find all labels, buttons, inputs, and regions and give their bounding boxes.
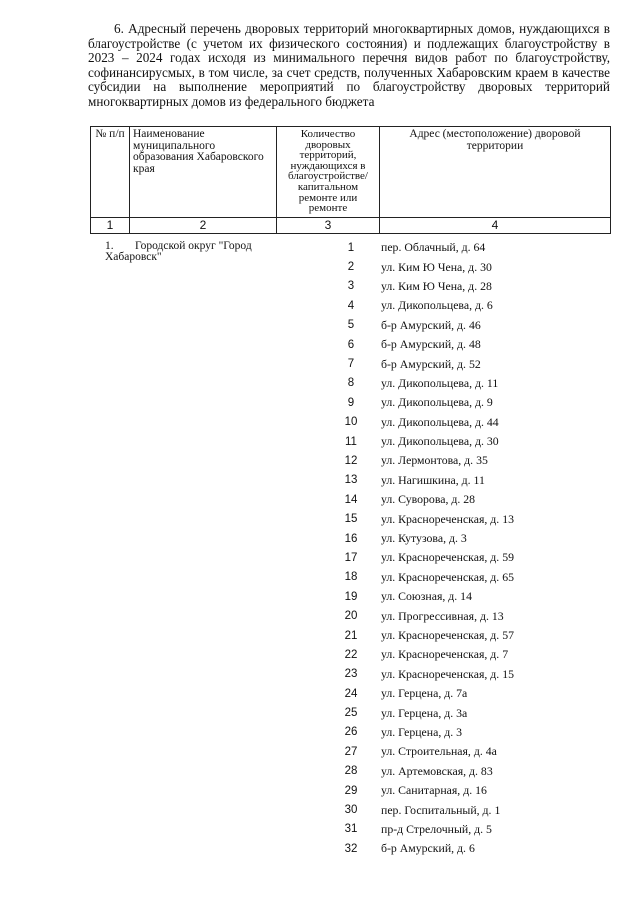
row-address: ул. Краснореченская, д. 15 bbox=[381, 666, 514, 681]
column-number: 3 bbox=[277, 218, 380, 233]
row-number: 7 bbox=[347, 358, 355, 371]
row-address: ул. Артемовская, д. 83 bbox=[381, 763, 493, 778]
row-address: ул. Прогрессивная, д. 13 bbox=[381, 608, 504, 623]
row-address: ул. Лермонтова, д. 35 bbox=[381, 453, 488, 468]
table-row bbox=[90, 645, 611, 664]
table-row bbox=[90, 684, 611, 703]
row-address: ул. Дикопольцева, д. 9 bbox=[381, 395, 493, 410]
row-address: ул. Ким Ю Чена, д. 30 bbox=[381, 259, 492, 274]
table-row bbox=[90, 432, 611, 451]
row-address: б-р Амурский, д. 6 bbox=[381, 841, 475, 856]
municipality-number: 1. bbox=[105, 240, 114, 252]
row-address: ул. Дикопольцева, д. 44 bbox=[381, 414, 499, 429]
row-address: ул. Ким Ю Чена, д. 28 bbox=[381, 278, 492, 293]
row-number: 13 bbox=[344, 474, 358, 487]
header-address: Адрес (местоположение) дворовой территории bbox=[409, 128, 581, 152]
row-address: ул. Союзная, д. 14 bbox=[381, 589, 472, 604]
address-rows bbox=[90, 238, 611, 859]
table-row bbox=[90, 587, 611, 606]
row-number-cell bbox=[90, 843, 367, 855]
table-row bbox=[90, 490, 611, 509]
row-address: ул. Герцена, д. 7а bbox=[381, 686, 468, 701]
table-row bbox=[90, 820, 611, 839]
row-number: 12 bbox=[344, 454, 358, 467]
table-row bbox=[90, 568, 611, 587]
row-number-cell bbox=[90, 513, 367, 525]
row-number: 26 bbox=[344, 726, 358, 739]
row-number-cell bbox=[90, 571, 367, 583]
table-row bbox=[90, 548, 611, 567]
row-number: 27 bbox=[344, 745, 358, 758]
row-number-cell bbox=[90, 765, 367, 777]
row-number-cell bbox=[90, 242, 367, 254]
table-row bbox=[90, 742, 611, 761]
row-number: 29 bbox=[344, 784, 358, 797]
row-number: 2 bbox=[347, 261, 355, 274]
row-address: б-р Амурский, д. 48 bbox=[381, 337, 481, 352]
table-row bbox=[90, 393, 611, 412]
row-address: ул. Суворова, д. 28 bbox=[381, 492, 476, 507]
column-number: 2 bbox=[130, 218, 277, 233]
row-number-cell bbox=[90, 785, 367, 797]
table-row bbox=[90, 509, 611, 528]
row-number: 6 bbox=[347, 338, 355, 351]
row-number: 3 bbox=[347, 280, 355, 293]
header-municipality: Наименование муниципального образования Хабаровского края bbox=[130, 127, 277, 217]
row-number: 24 bbox=[344, 687, 358, 700]
row-number: 10 bbox=[344, 416, 358, 429]
row-number: 9 bbox=[347, 396, 355, 409]
row-address: пер. Госпитальный, д. 1 bbox=[381, 802, 501, 817]
row-number-cell bbox=[90, 339, 367, 351]
row-number-cell bbox=[90, 416, 367, 428]
table-row bbox=[90, 413, 611, 432]
row-number-cell bbox=[90, 494, 367, 506]
row-address: ул. Строительная, д. 4а bbox=[381, 744, 497, 759]
municipality-name: Городской округ "Город Хабаровск" bbox=[105, 240, 252, 263]
row-number-cell bbox=[90, 436, 367, 448]
row-address: пер. Облачный, д. 64 bbox=[381, 240, 486, 255]
address-table bbox=[90, 126, 611, 234]
row-number: 4 bbox=[347, 299, 355, 312]
table-row bbox=[90, 762, 611, 781]
row-number-cell bbox=[90, 280, 367, 292]
row-number: 22 bbox=[344, 648, 358, 661]
row-number: 32 bbox=[344, 842, 358, 855]
row-address: ул. Нагишкина, д. 11 bbox=[381, 472, 485, 487]
column-number: 1 bbox=[91, 218, 130, 233]
row-address: б-р Амурский, д. 52 bbox=[381, 356, 481, 371]
row-number: 11 bbox=[345, 435, 357, 448]
row-address: б-р Амурский, д. 46 bbox=[381, 317, 481, 332]
row-address: ул. Краснореченская, д. 57 bbox=[381, 628, 514, 642]
table-row bbox=[90, 781, 611, 800]
row-number: 28 bbox=[344, 765, 358, 778]
table-row bbox=[90, 374, 611, 393]
row-number-cell bbox=[90, 455, 367, 467]
row-number: 31 bbox=[344, 823, 358, 836]
table-row bbox=[90, 800, 611, 819]
table-row bbox=[90, 839, 611, 858]
section-heading bbox=[88, 22, 610, 110]
row-number-cell bbox=[90, 319, 367, 331]
row-address: ул. Краснореченская, д. 59 bbox=[381, 550, 514, 565]
row-number-cell bbox=[90, 746, 367, 758]
table-row bbox=[90, 723, 611, 742]
table-row bbox=[90, 316, 611, 335]
table-row bbox=[90, 703, 611, 722]
row-number-cell bbox=[90, 726, 367, 738]
header-number: № п/п bbox=[91, 127, 130, 217]
row-number-cell bbox=[90, 804, 367, 816]
row-address: ул. Краснореченская, д. 13 bbox=[381, 511, 514, 526]
table-row bbox=[90, 238, 611, 257]
table-row bbox=[90, 451, 611, 470]
row-number: 25 bbox=[344, 707, 358, 720]
table-row bbox=[90, 257, 611, 276]
table-header-row bbox=[90, 126, 611, 218]
table-row bbox=[90, 665, 611, 684]
row-number-cell bbox=[90, 591, 367, 603]
row-address: ул. Герцена, д. 3а bbox=[381, 705, 468, 720]
row-address: ул. Санитарная, д. 16 bbox=[381, 783, 487, 798]
row-number-cell bbox=[90, 300, 367, 312]
row-number: 18 bbox=[344, 571, 358, 584]
row-number: 30 bbox=[344, 804, 358, 817]
row-number: 15 bbox=[344, 513, 358, 526]
row-number: 16 bbox=[344, 532, 358, 545]
column-number: 4 bbox=[491, 218, 499, 232]
row-number-cell bbox=[90, 261, 367, 273]
column-number-row bbox=[90, 218, 611, 234]
row-number: 8 bbox=[347, 377, 355, 390]
table-row bbox=[90, 277, 611, 296]
row-address: ул. Краснореченская, д. 7 bbox=[381, 647, 509, 662]
table-row bbox=[90, 529, 611, 548]
table-row bbox=[90, 296, 611, 315]
table-row bbox=[90, 626, 611, 645]
row-number-cell bbox=[90, 668, 367, 680]
row-number-cell bbox=[90, 358, 367, 370]
row-number-cell bbox=[90, 707, 367, 719]
row-number-cell bbox=[90, 474, 367, 486]
row-number-cell bbox=[90, 533, 367, 545]
table-row bbox=[90, 335, 611, 354]
row-number-cell bbox=[90, 823, 367, 835]
table-row bbox=[90, 471, 611, 490]
row-address: пр-д Стрелочный, д. 5 bbox=[381, 821, 492, 836]
row-number-cell bbox=[90, 377, 367, 389]
row-number: 20 bbox=[344, 610, 358, 623]
row-number: 17 bbox=[344, 551, 358, 564]
row-number-cell bbox=[90, 397, 367, 409]
row-number: 1 bbox=[347, 241, 355, 254]
row-number: 23 bbox=[344, 668, 358, 681]
row-number-cell bbox=[90, 649, 367, 661]
row-number: 14 bbox=[344, 493, 358, 506]
row-address: ул. Дикопольцева, д. 11 bbox=[381, 375, 499, 390]
row-number: 5 bbox=[347, 319, 355, 332]
row-number-cell bbox=[90, 630, 367, 642]
row-number-cell bbox=[90, 610, 367, 622]
row-number-cell bbox=[90, 552, 367, 564]
row-address: ул. Дикопольцева, д. 30 bbox=[381, 434, 499, 449]
row-address: ул. Дикопольцева, д. 6 bbox=[381, 298, 493, 313]
row-address: ул. Герцена, д. 3 bbox=[381, 724, 463, 739]
row-address: ул. Краснореченская, д. 65 bbox=[381, 569, 514, 584]
row-number: 21 bbox=[344, 629, 358, 642]
section-heading-text: 6. Адресный перечень дворовых территорий многоквартирных домов, нуждающихся в благоустройстве (с учетом их физического состояния) и подлежащих благоустройству в 2023 – 2024 годах исходя из минимального перечня видов работ по благоустройству, софинансирусмых, в том числе, за счет средств, полученных Хабаровским краем в качестве субсидии на выполнение мероприятий по благоустройству дворовых территорий многоквартирных домов из федерального бюджета bbox=[88, 21, 610, 109]
row-number-cell bbox=[90, 688, 367, 700]
row-number: 19 bbox=[344, 590, 358, 603]
row-address: ул. Кутузова, д. 3 bbox=[381, 531, 467, 546]
table-row bbox=[90, 354, 611, 373]
table-row bbox=[90, 606, 611, 625]
header-count: Количество дворовых территорий, нуждающихся в благоустройстве/ капитальном ремонте или ремонте bbox=[277, 127, 380, 217]
